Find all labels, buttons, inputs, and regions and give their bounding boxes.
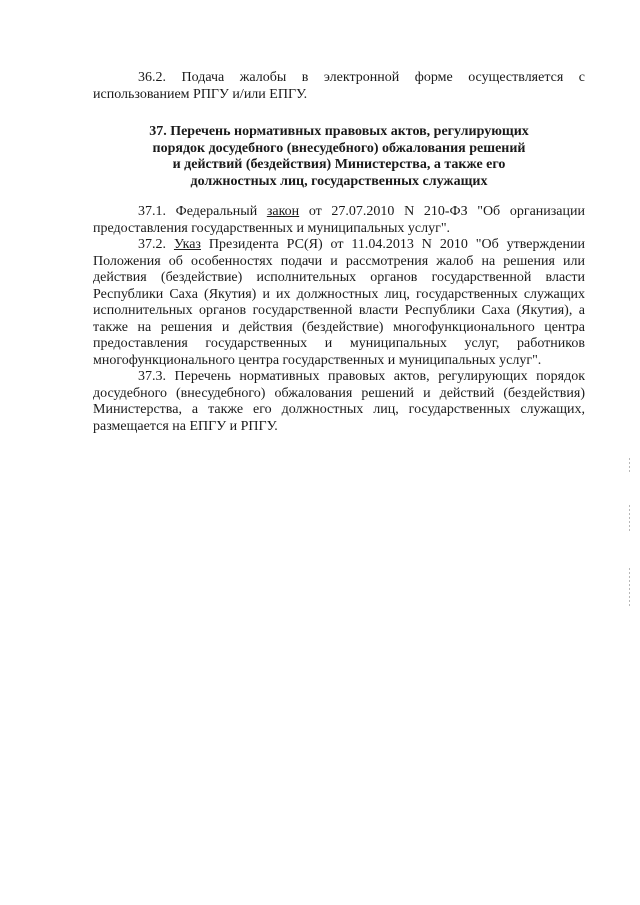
paragraph-37-1 [93, 204, 585, 237]
scan-margin-mark [629, 505, 630, 531]
heading-line: порядок досудебного (внесудебного) обжалования решений [152, 140, 526, 156]
paragraph-37-2 [93, 237, 585, 369]
law-link[interactable]: закон [266, 204, 300, 219]
paragraph-text: от 27.07.2010 N 210-ФЗ "Об организации предоставления государственных и муниципальных услуг". [93, 204, 585, 236]
heading-line: 37. Перечень нормативных правовых актов, регулирующих [149, 124, 529, 139]
paragraph-36-2: 36.2. Подача жалобы в электронной форме осуществляется с использованием РПГУ и/или ЕПГУ. [93, 70, 585, 102]
paragraph-37-3: 37.3. Перечень нормативных правовых актов, регулирующих порядок досудебного (внесудебного) обжалования решений и действий (бездействия) Министерства, а также его должностных лиц, государственных служащих, размещается на ЕПГУ и РПГУ. [93, 369, 585, 434]
heading-line: и действий (бездействия) Министерства, а также его [172, 157, 506, 172]
scan-margin-mark [629, 458, 630, 472]
section-37-heading [93, 124, 585, 190]
section-36-block [93, 70, 585, 103]
section-37-body [93, 204, 585, 435]
paragraph-text: 37.1. Федеральный [138, 204, 267, 219]
paragraph-text: Президента РС(Я) от 11.04.2013 N 2010 "Об утверждении Положения об особенностях подачи и рассмотрения жалоб на решения или действия (бездействие) исполнительных органов государственной власти Республики Саха (Якутия) и их должностных лиц, государственных служащих исполнительных органов государственной власти Республики Саха (Якутия), а также на решения и действия (бездействие) многофункционального центра предоставления государственных и муниципальных услуг, работников многофункционального центра государственных и муниципальных услуг". [93, 237, 585, 368]
scan-margin-mark [629, 568, 630, 606]
heading-line: должностных лиц, государственных служащих [190, 173, 488, 189]
decree-link[interactable]: Указ [173, 237, 201, 252]
paragraph-text: 37.2. [138, 237, 174, 252]
